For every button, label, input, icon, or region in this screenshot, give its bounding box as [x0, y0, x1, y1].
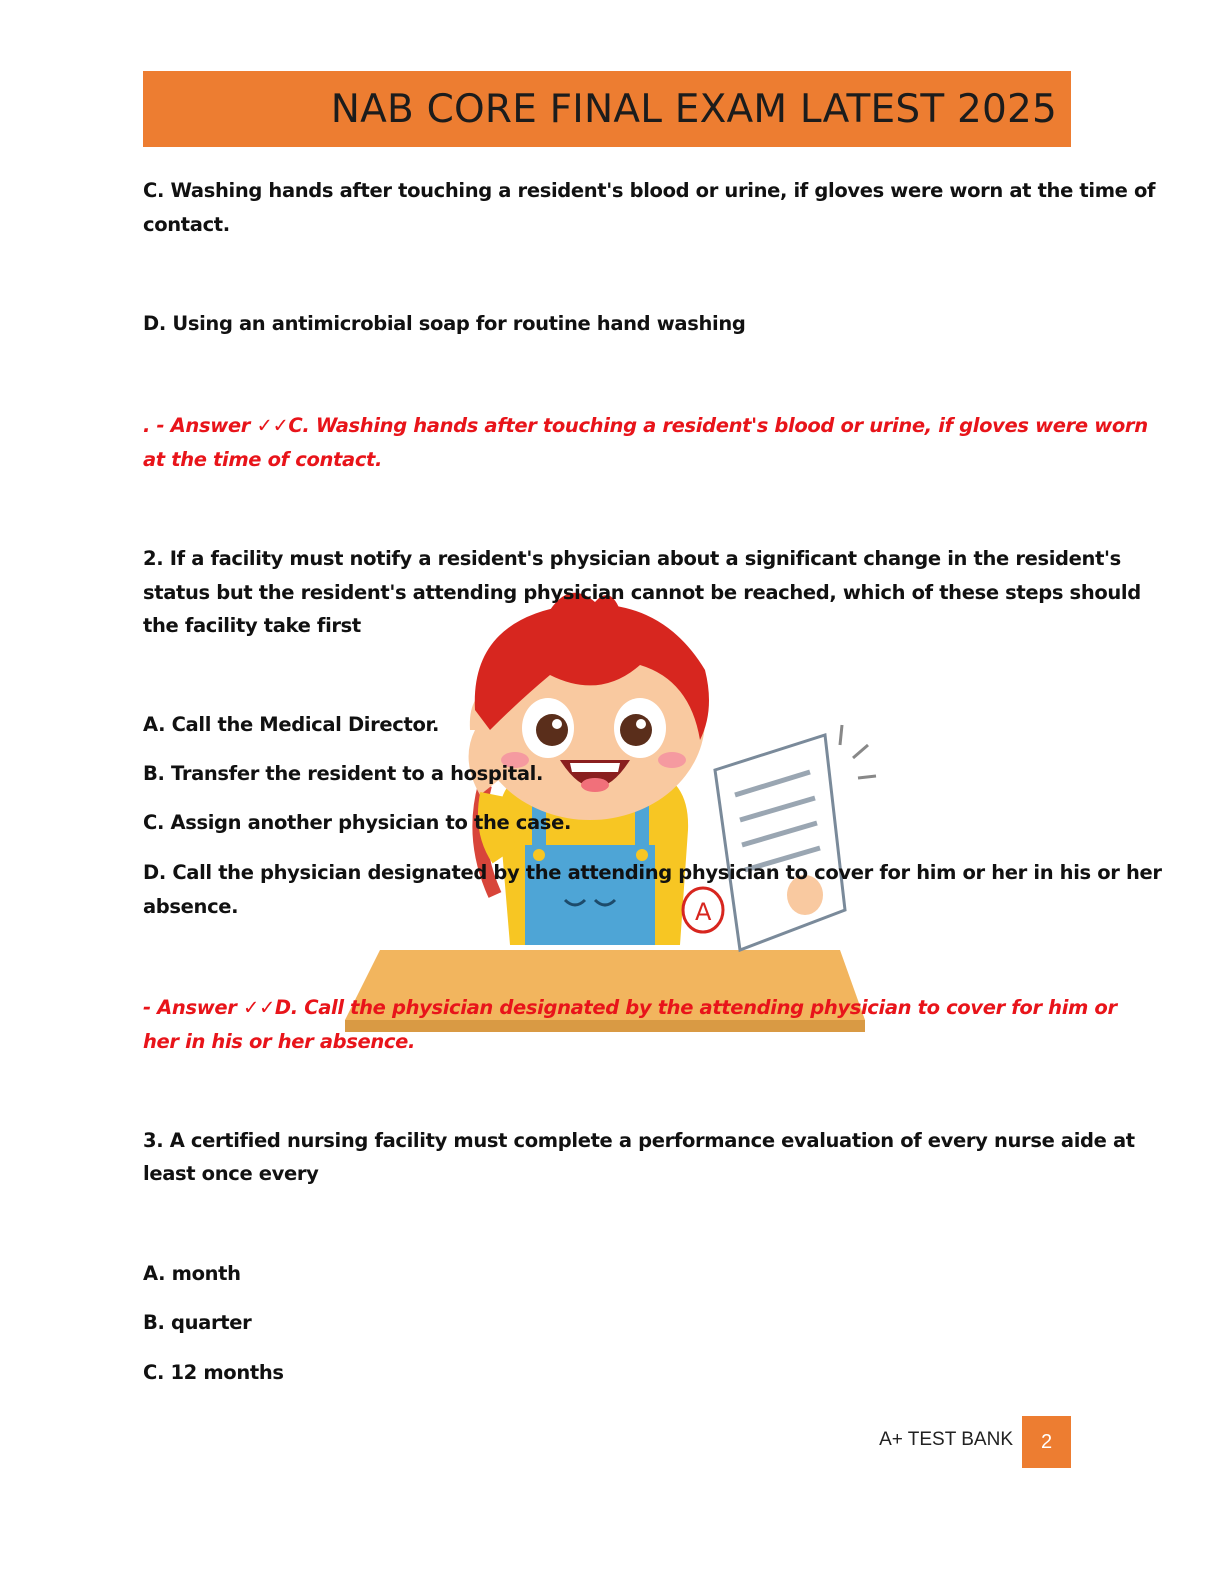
q3-question: 3. A certified nursing facility must complete a performance evaluation of every nurse aide at [143, 1129, 1135, 1152]
q1-answer: . - Answer ✓✓C. Washing hands after touching a resident's blood or urine, if gloves were worn [143, 414, 1148, 437]
q1-option-c: C. Washing hands after touching a resident's blood or urine, if gloves were worn at the time of [143, 179, 1156, 202]
footer-label: A+ TEST BANK [879, 1429, 1013, 1450]
q1-answer-cont: at the time of contact. [143, 448, 383, 471]
q2-answer: - Answer ✓✓D. Call the physician designated by the attending physician to cover for him or [143, 996, 1117, 1019]
q2-option-a: A. Call the Medical Director. [143, 713, 440, 736]
q1-option-c-cont: contact. [143, 213, 230, 236]
q2-question-cont2: the facility take first [143, 614, 361, 637]
q2-question: 2. If a facility must notify a resident's physician about a significant change in the resident's [143, 547, 1121, 570]
q3-option-c: C. 12 months [143, 1361, 284, 1384]
q3-question-cont: least once every [143, 1162, 319, 1185]
q2-option-d-cont: absence. [143, 895, 239, 918]
q2-option-d: D. Call the physician designated by the attending physician to cover for him or her in his or her [143, 861, 1162, 884]
q2-option-c: C. Assign another physician to the case. [143, 811, 571, 834]
grade-a-mark: A [695, 898, 712, 926]
q3-option-b: B. quarter [143, 1311, 252, 1334]
q1-option-d: D. Using an antimicrobial soap for routine hand washing [143, 312, 746, 335]
q2-answer-cont: her in his or her absence. [143, 1030, 416, 1053]
q2-option-b: B. Transfer the resident to a hospital. [143, 762, 544, 785]
page-number: 2 [1022, 1416, 1071, 1468]
q3-option-a: A. month [143, 1262, 241, 1285]
q2-question-cont: status but the resident's attending physician cannot be reached, which of these steps should [143, 581, 1141, 604]
page-title: NAB CORE FINAL EXAM LATEST 2025 [330, 87, 1057, 132]
